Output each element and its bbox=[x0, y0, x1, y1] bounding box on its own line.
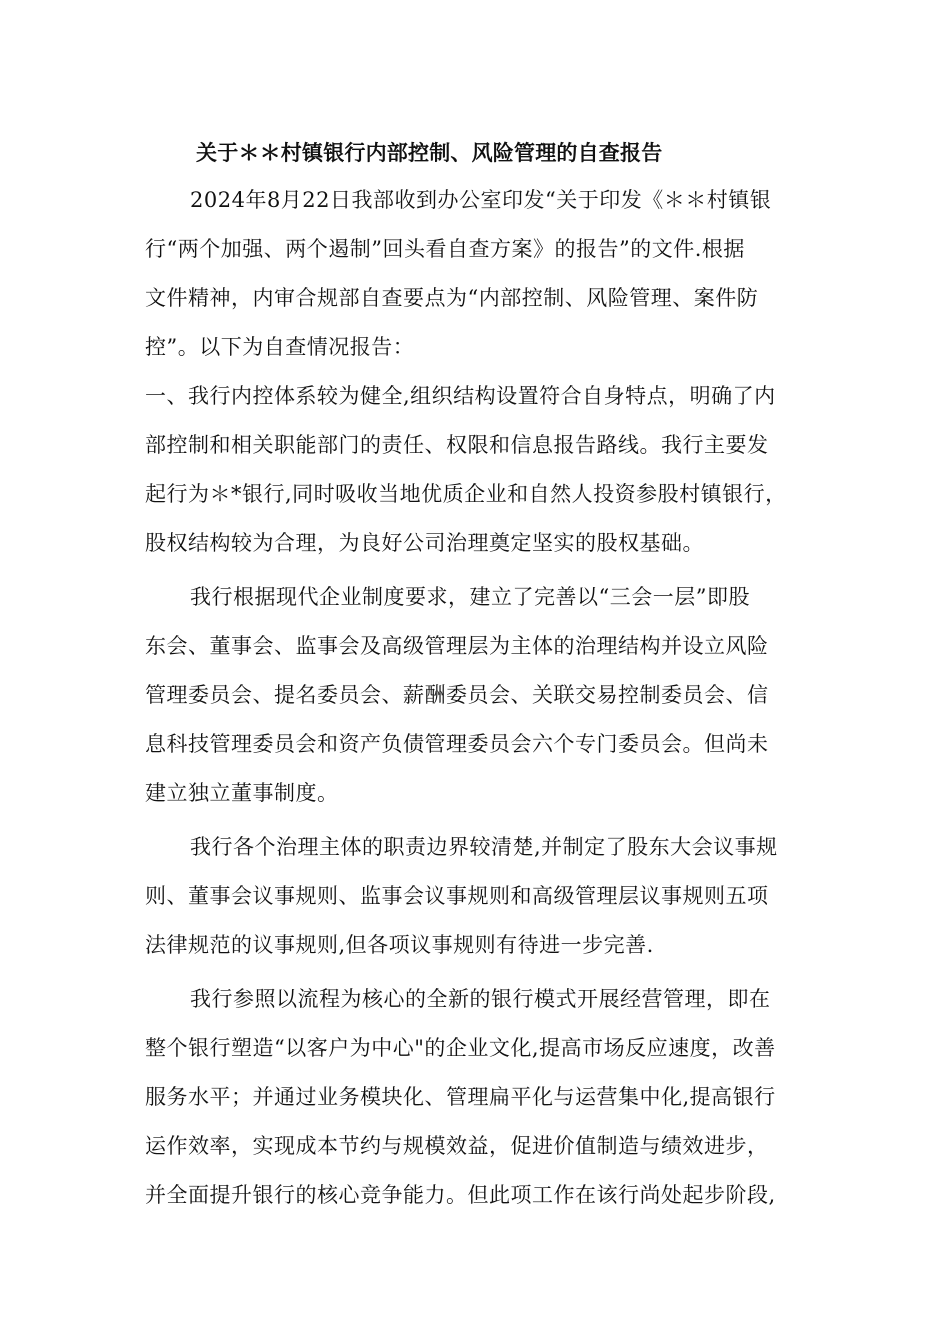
paragraph-line: 我行各个治理主体的职责边界较清楚,并制定了股东大会议事规 bbox=[190, 835, 778, 859]
paragraph-line: 整个银行塑造“以客户为中心"的企业文化,提高市场反应速度，改善 bbox=[145, 1036, 776, 1060]
paragraph-line: 东会、董事会、监事会及高级管理层为主体的治理结构并设立风险 bbox=[145, 634, 769, 658]
paragraph-line: 控”。以下为自查情况报告： bbox=[145, 335, 415, 359]
paragraph-line: 服务水平；并通过业务模块化、管理扁平化与运营集中化,提高银行 bbox=[145, 1085, 776, 1109]
paragraph-line: 文件精神，内审合规部自查要点为“内部控制、风险管理、案件防 bbox=[145, 286, 759, 310]
paragraph-line: 并全面提升银行的核心竞争能力。但此项工作在该行尚处起步阶段, bbox=[145, 1183, 776, 1207]
paragraph-line: 建立独立董事制度。 bbox=[145, 781, 339, 805]
paragraph-line: 起行为＊*银行,同时吸收当地优质企业和自然人投资参股村镇银行， bbox=[145, 482, 787, 506]
paragraph-line: 一、我行内控体系较为健全,组织结构设置符合自身特点，明确了内 bbox=[145, 384, 776, 408]
paragraph-line: 管理委员会、提名委员会、薪酬委员会、关联交易控制委员会、信 bbox=[145, 683, 769, 707]
paragraph-line: 运作效率，实现成本节约与规模效益，促进价值制造与绩效进步， bbox=[145, 1134, 769, 1158]
paragraph-line: 法律规范的议事规则,但各项议事规则有待进一步完善. bbox=[145, 933, 654, 957]
paragraph-line: 行“两个加强、两个遏制”回头看自查方案》的报告”的文件.根据 bbox=[145, 237, 745, 261]
paragraph-line: 股权结构较为合理，为良好公司治理奠定坚实的股权基础。 bbox=[145, 531, 704, 555]
paragraph-line: 2024年8月22日我部收到办公室印发“关于印发《＊＊村镇银 bbox=[190, 188, 772, 212]
paragraph-line: 我行根据现代企业制度要求，建立了完善以“三会一层”即股 bbox=[190, 585, 750, 609]
paragraph-line: 我行参照以流程为核心的全新的银行模式开展经营管理，即在 bbox=[190, 987, 771, 1011]
paragraph-line: 息科技管理委员会和资产负债管理委员会六个专门委员会。但尚未 bbox=[145, 732, 769, 756]
document-title: 关于＊＊村镇银行内部控制、风险管理的自查报告 bbox=[196, 140, 663, 165]
paragraph-line: 则、董事会议事规则、监事会议事规则和高级管理层议事规则五项 bbox=[145, 884, 769, 908]
paragraph-line: 部控制和相关职能部门的责任、权限和信息报告路线。我行主要发 bbox=[145, 433, 769, 457]
